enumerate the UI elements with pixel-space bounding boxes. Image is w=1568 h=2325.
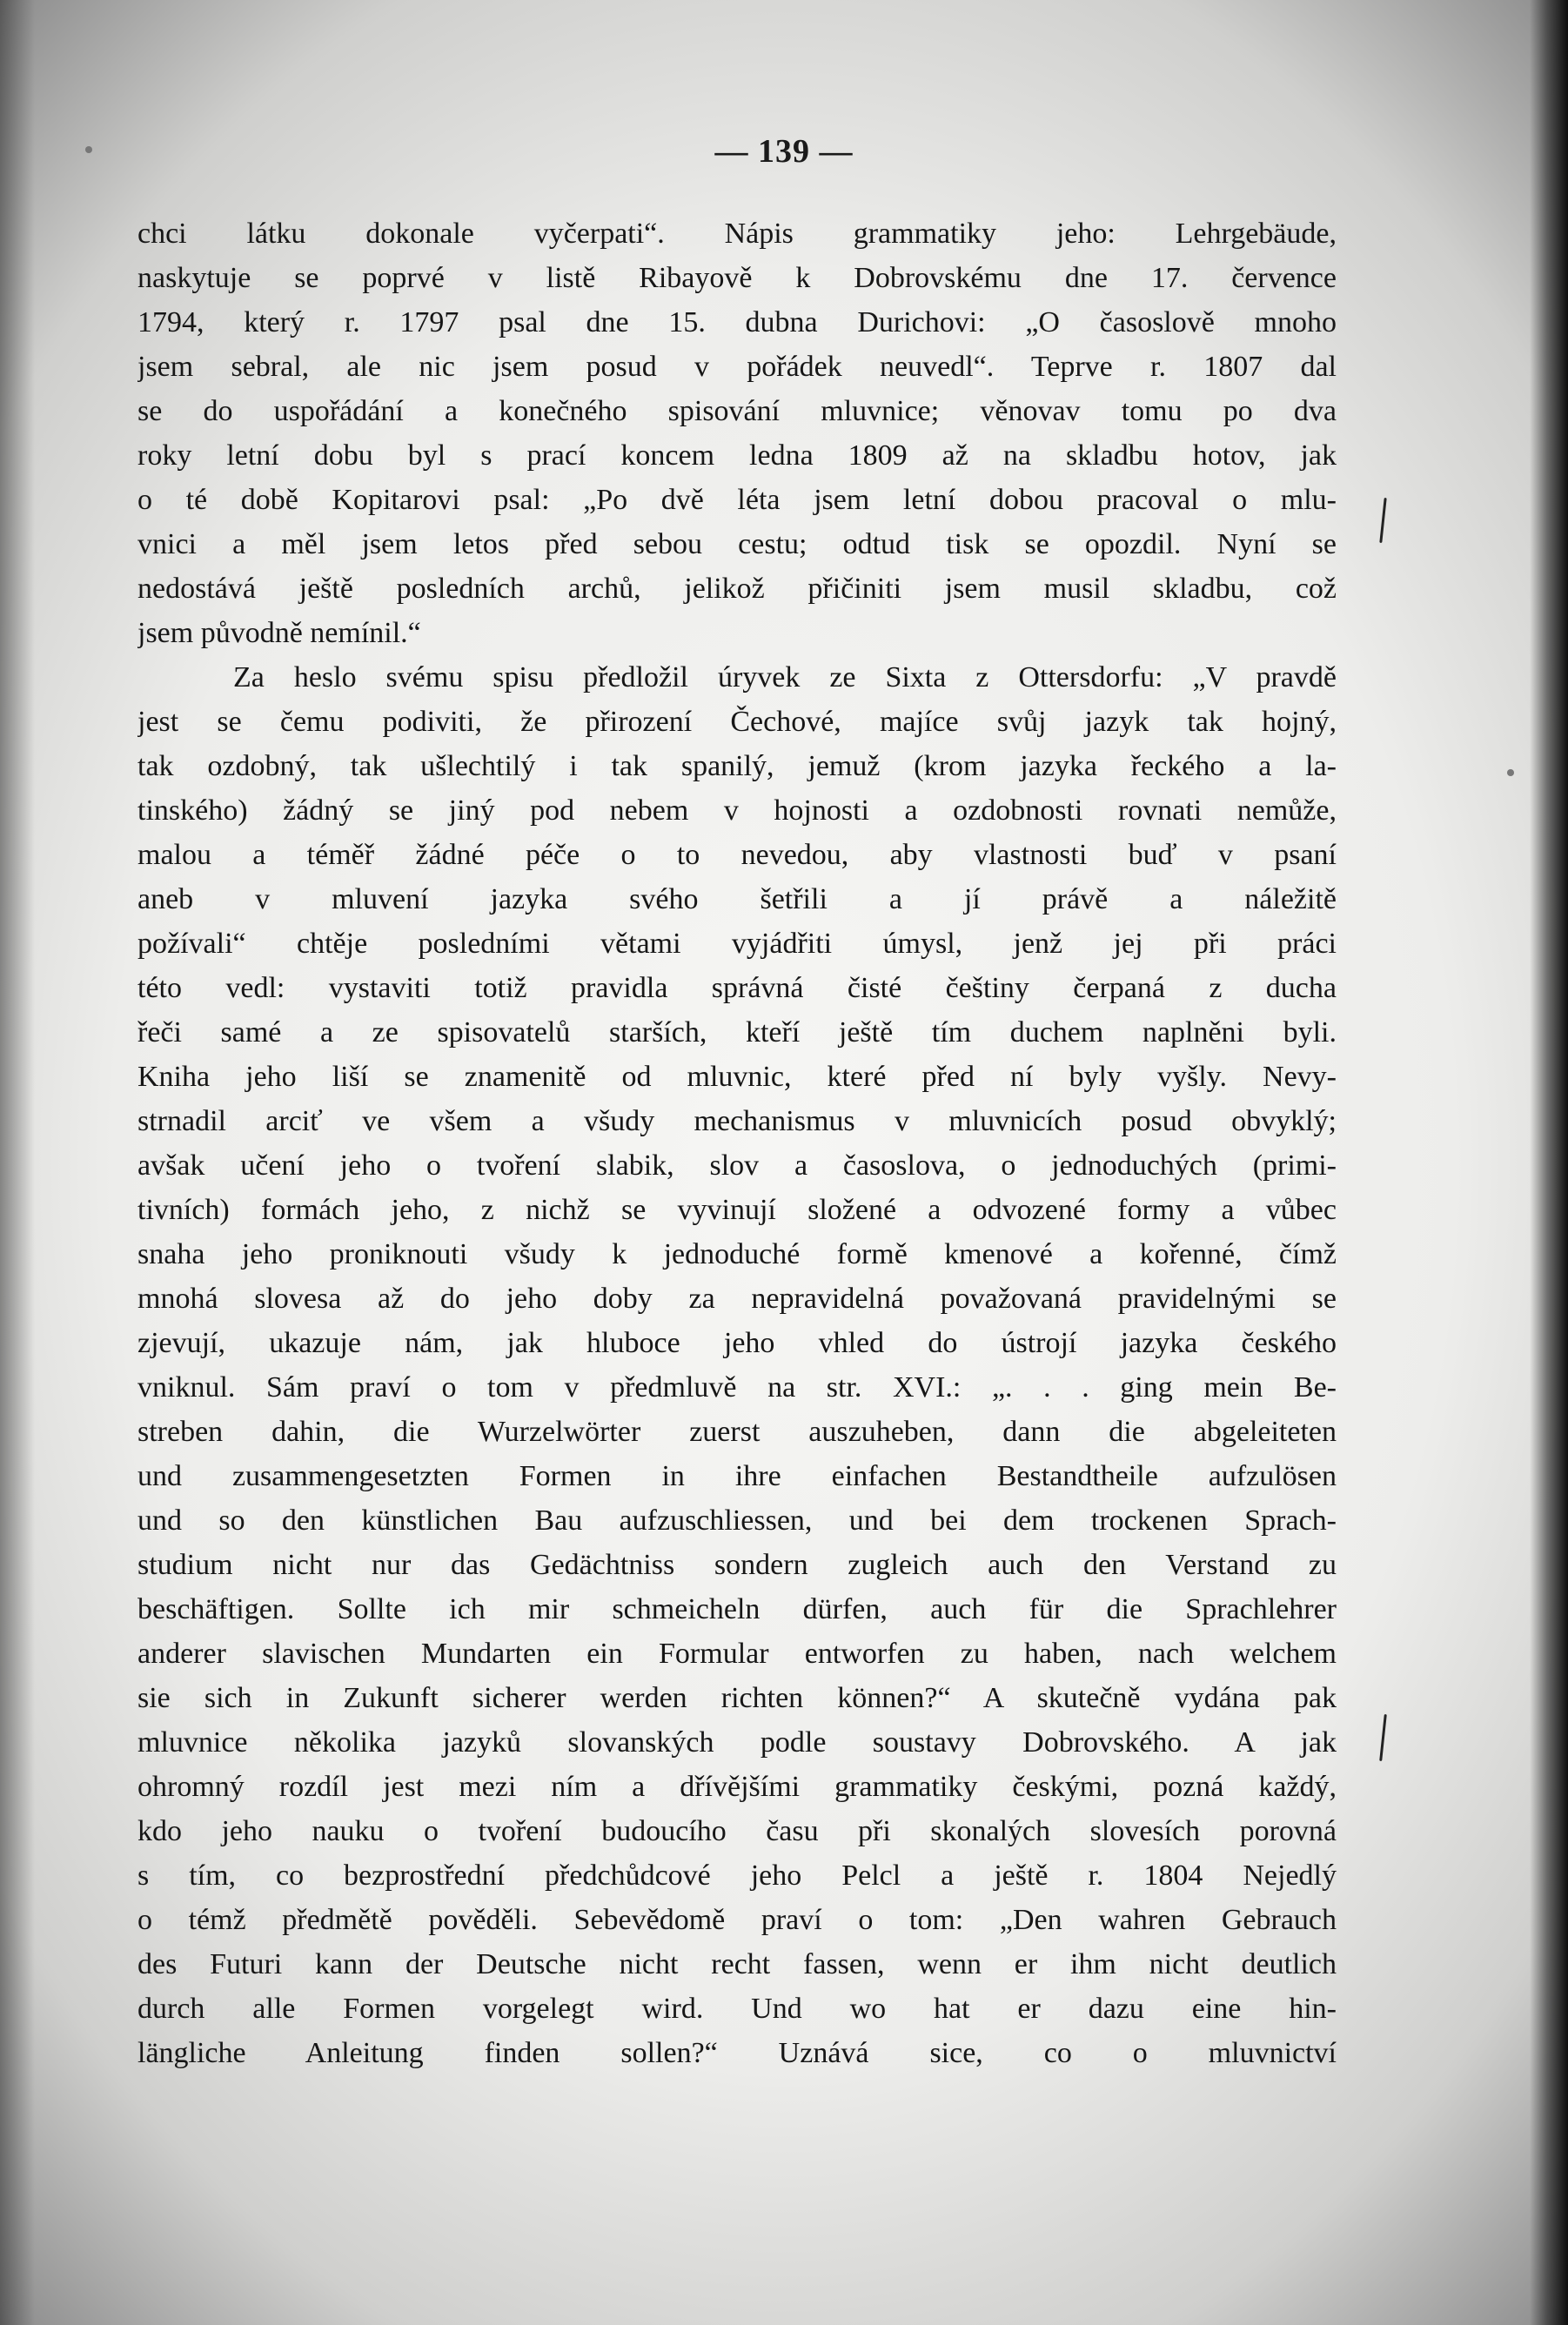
text-line: durch alle Formen vorgelegt wird. Und wo hat er dazu eine hin- bbox=[137, 1993, 1337, 2025]
scan-speck bbox=[1507, 769, 1514, 776]
text-line: streben dahin, die Wurzelwörter zuerst auszuheben, dann die abgeleiteten bbox=[137, 1416, 1337, 1448]
text-line: beschäftigen. Sollte ich mir schmeicheln dürfen, auch für die Sprachlehrer bbox=[137, 1593, 1337, 1625]
text-line: této vedl: vystaviti totiž pravidla správná čisté češtiny čerpaná z ducha bbox=[137, 972, 1337, 1004]
text-line: tivních) formách jeho, z nichž se vyvinují složené a odvozené formy a vůbec bbox=[137, 1194, 1337, 1226]
text-line: kdo jeho nauku o tvoření budoucího času při skonalých slovesích porovná bbox=[137, 1815, 1337, 1847]
text-line: anderer slavischen Mundarten ein Formular entworfen zu haben, nach welchem bbox=[137, 1638, 1337, 1670]
page-number: — 139 — bbox=[714, 133, 854, 170]
text-line: Kniha jeho liší se znamenitě od mluvnic, které před ní byly vyšly. Nevy- bbox=[137, 1061, 1337, 1093]
text-line: und so den künstlichen Bau aufzuschliessen, und bei dem trockenen Sprach- bbox=[137, 1504, 1337, 1537]
text-line: jsem původně nemínil.“ bbox=[137, 617, 421, 649]
text-line: se do uspořádání a konečného spisování mluvnice; věnovav tomu po dva bbox=[137, 395, 1337, 427]
text-line: zjevují, ukazuje nám, jak hluboce jeho vhled do ústrojí jazyka českého bbox=[137, 1327, 1337, 1359]
text-line: sie sich in Zukunft sicherer werden richten können?“ A skutečně vydána pak bbox=[137, 1682, 1337, 1714]
text-line: studium nicht nur das Gedächtniss sondern zugleich auch den Verstand zu bbox=[137, 1549, 1337, 1581]
margin-mark bbox=[1379, 498, 1386, 543]
text-line: avšak učení jeho o tvoření slabik, slov a časoslova, o jednoduchých (primi- bbox=[137, 1149, 1337, 1182]
text-line bbox=[137, 2075, 1337, 2120]
text-line: mnohá slovesa až do jeho doby za nepravidelná považovaná pravidelnými se bbox=[137, 1283, 1337, 1315]
text-line: o té době Kopitarovi psal: „Po dvě léta jsem letní dobou pracoval o mlu- bbox=[137, 484, 1337, 516]
text-line: jest se čemu podiviti, že přirození Čechové, majíce svůj jazyk tak hojný, bbox=[137, 706, 1337, 738]
text-line: roky letní dobu byl s prací koncem ledna 1809 až na skladbu hotov, jak bbox=[137, 439, 1337, 472]
page-shadow-right bbox=[1530, 0, 1568, 2325]
text-line: řeči samé a ze spisovatelů starších, kteří ještě tím duchem naplněni byli. bbox=[137, 1016, 1337, 1049]
page-shadow-left bbox=[0, 0, 35, 2325]
text-line: malou a téměř žádné péče o to nevedou, aby vlastnosti buď v psaní bbox=[137, 839, 1337, 871]
text-line: strnadil arciť ve všem a všudy mechanismus v mluvnicích posud obvyklý; bbox=[137, 1105, 1337, 1137]
text-line: tak ozdobný, tak ušlechtilý i tak spanilý, jemuž (krom jazyka řeckého a la- bbox=[137, 750, 1337, 782]
text-line: naskytuje se poprvé v listě Ribayově k Dobrovskému dne 17. července bbox=[137, 262, 1337, 294]
text-line: 1794, který r. 1797 psal dne 15. dubna Durichovi: „O časoslově mnoho bbox=[137, 306, 1337, 338]
text-line: Za heslo svému spisu předložil úryvek ze Sixta z Ottersdorfu: „V pravdě bbox=[233, 661, 1337, 693]
text-line: ohromný rozdíl jest mezi ním a dřívějšími grammatiky českými, pozná každý, bbox=[137, 1771, 1337, 1803]
text-line: snaha jeho proniknouti všudy k jednoduché formě kmenové a kořenné, čímž bbox=[137, 1238, 1337, 1270]
text-line: mluvnice několika jazyků slovanských podle soustavy Dobrovského. A jak bbox=[137, 1726, 1337, 1759]
text-line: des Futuri kann der Deutsche nicht recht fassen, wenn er ihm nicht deutlich bbox=[137, 1948, 1337, 1980]
text-line: längliche Anleitung finden sollen?“ Uznává sice, co o mluvnictví bbox=[137, 2037, 1337, 2069]
text-line: s tím, co bezprostřední předchůdcové jeho Pelcl a ještě r. 1804 Nejedlý bbox=[137, 1859, 1337, 1892]
text-line: požívali“ chtěje posledními větami vyjádřiti úmysl, jenž jej při práci bbox=[137, 928, 1337, 960]
text-line: vniknul. Sám praví o tom v předmluvě na str. XVI.: „. . . ging mein Be- bbox=[137, 1371, 1337, 1404]
margin-mark bbox=[1379, 1714, 1387, 1761]
text-line: tinského) žádný se jiný pod nebem v hojnosti a ozdobnosti rovnati nemůže, bbox=[137, 794, 1337, 827]
text-line: jsem sebral, ale nic jsem posud v pořádek neuvedl“. Teprve r. 1807 dal bbox=[137, 351, 1337, 383]
text-line: aneb v mluvení jazyka svého šetřili a jí právě a náležitě bbox=[137, 883, 1337, 915]
body-text bbox=[137, 211, 1337, 2120]
text-line: chci látku dokonale vyčerpati“. Nápis grammatiky jeho: Lehrgebäude, bbox=[137, 218, 1337, 250]
text-line: vnici a měl jsem letos před sebou cestu; odtud tisk se opozdil. Nyní se bbox=[137, 528, 1337, 560]
text-line: und zusammengesetzten Formen in ihre einfachen Bestandtheile aufzulösen bbox=[137, 1460, 1337, 1492]
text-line: o témž předmětě pověděli. Sebevědomě praví o tom: „Den wahren Gebrauch bbox=[137, 1904, 1337, 1936]
text-line: nedostává ještě posledních archů, jelikož přičiniti jsem musil skladbu, což bbox=[137, 573, 1337, 605]
